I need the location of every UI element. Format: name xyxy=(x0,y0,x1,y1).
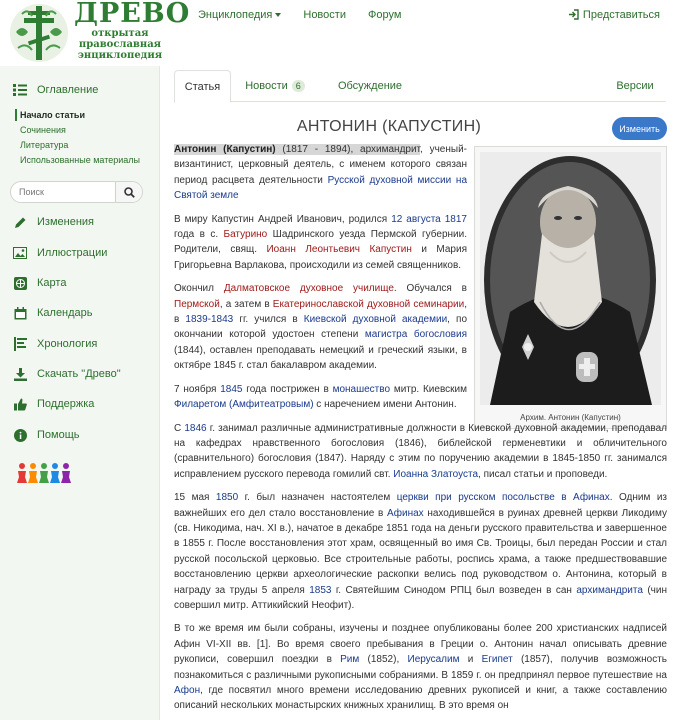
paragraph-5 xyxy=(174,421,667,483)
list-icon xyxy=(12,82,28,98)
text: (1817 - 1894), xyxy=(275,144,361,155)
page-title: АНТОНИН (КАПУСТИН) xyxy=(296,118,482,135)
sidebar-item-chronology-label: Хронология xyxy=(37,338,98,350)
text: г. Святейшим Синодом РПЦ был возведен в сан xyxy=(331,584,577,596)
sidebar-item-contents-label: Оглавление xyxy=(37,84,99,96)
chevron-down-icon xyxy=(275,13,281,17)
link[interactable]: монашество xyxy=(332,383,391,395)
nav-news[interactable]: Новости xyxy=(303,9,346,21)
search-icon xyxy=(124,187,135,198)
text: гг. учился в xyxy=(233,314,304,326)
thumbs-up-icon xyxy=(12,396,28,412)
brand-title: ДРЕВО xyxy=(74,0,191,29)
link[interactable]: 1850 xyxy=(215,492,239,504)
link[interactable]: 1846 xyxy=(184,422,207,434)
sidebar-item-map[interactable] xyxy=(12,275,66,291)
text: с наречением имени Антонин. xyxy=(313,399,457,411)
edit-button[interactable]: Изменить xyxy=(612,117,667,140)
text: . Одним из важнейших его дел стало восстановление в xyxy=(174,492,667,519)
info-icon xyxy=(12,427,28,443)
text: (1844), оставлен преподавать немецкий и греческий языки, в октябре 1845 г. стал бакалавром академии. xyxy=(174,344,467,372)
search-input[interactable] xyxy=(11,182,115,202)
link[interactable]: Рим xyxy=(340,654,360,666)
news-count-badge: 6 xyxy=(292,80,305,92)
text: 7 ноября xyxy=(174,383,221,395)
article-subject: Антонин (Капустин) xyxy=(174,144,276,155)
text: архимандрит xyxy=(360,144,421,155)
link[interactable]: Иерусалим xyxy=(407,654,460,666)
people-logo-icon xyxy=(17,462,75,487)
link[interactable]: архимандрита xyxy=(576,584,643,596)
sidebar-item-calendar[interactable] xyxy=(12,305,93,321)
paragraph-7 xyxy=(174,621,667,713)
active-indicator xyxy=(15,109,17,121)
text: Окончил xyxy=(174,283,224,295)
text: митр. Киевским xyxy=(390,383,467,395)
link[interactable]: церкви при русском посольстве в Афинах xyxy=(396,492,610,504)
link[interactable]: Египет xyxy=(481,654,513,666)
link[interactable]: 1845 xyxy=(220,383,243,395)
link[interactable]: Иоанн Леонтьевич Капустин xyxy=(266,244,412,256)
text: Шадринского уезда Пермской губернии. Родители, свящ. xyxy=(174,229,467,256)
search-box xyxy=(10,181,143,203)
text: , где посвятил много времени исследованию древних рукописей и книг, а также составлению описаний нескольких монастырских книжных хранилищ. В это время он xyxy=(174,685,667,712)
calendar-icon xyxy=(12,305,28,321)
paragraph-6 xyxy=(174,490,667,613)
nav-forum[interactable]: Форум xyxy=(367,9,402,21)
text: (1852), xyxy=(359,654,408,666)
link[interactable]: 1839-1843 xyxy=(185,314,234,326)
download-icon xyxy=(12,366,28,382)
sidebar-item-changes-label: Изменения xyxy=(37,216,94,228)
text: , писал статьи и проповеди. xyxy=(478,468,608,480)
brand-block[interactable] xyxy=(74,0,190,61)
text: В то же время им были собраны, изучены и позднее опубликованы более 200 христианских надписей Афин VI-XII вв. [1]. Во время своего пребывания в Греции о. Антонин начал описывать древние рукописи, совершил поездки в xyxy=(174,623,667,666)
text: 15 мая xyxy=(174,492,216,504)
text: г. был назначен настоятелем xyxy=(238,492,397,504)
sidebar-item-chronology[interactable] xyxy=(12,336,97,352)
sidebar-item-download-label: Скачать "Древо" xyxy=(37,368,121,380)
link[interactable]: Иоанна Златоуста xyxy=(393,468,479,480)
article-body xyxy=(174,142,667,720)
link[interactable]: Афинах xyxy=(386,507,424,519)
pencil-icon xyxy=(12,214,28,230)
image-icon xyxy=(12,245,28,261)
nav-encyclopedia-label: Энциклопедия xyxy=(198,9,273,21)
text: (1857), получив возможность познакомиться с различными рукописными собраниями. В 1859 г. он предпринял первое путешествие на xyxy=(174,654,667,681)
text: находившейся в руинах древней церкви Ликодиму (св. Никодима, нач. XI в.), начатое в декабре 1851 года на деньги русского правительства и завершенное в 1855 г. После восстановления этот храм, освященный во имя Св. Троицы, был передан России и стал русской посольской церковью. Все строительные работы, роспись храма, а также предшествовавшие восстановлению церкви археологические раскопки велись под руководством о. Антонина, который в награду за труды 5 апреля xyxy=(174,507,667,596)
sidebar-item-illustrations-label: Иллюстрации xyxy=(37,247,108,259)
text: и Мария Григорьевна Варлакова, происходили из семей священников. xyxy=(174,244,467,271)
sidebar-item-calendar-label: Календарь xyxy=(37,307,93,319)
text: (чин совершил митр. Аттикийский Неофит). xyxy=(174,584,667,611)
brand-subtitle-1: открытая xyxy=(91,28,149,39)
timeline-icon xyxy=(12,336,28,352)
text: г. занимал различные административные должности в Киевской духовной академии, преподавал на кафедрах нравственного богословия (1846), библейской герменевтики и обличительного (сравнительного) богословия (1847). Наряду с этим по поручению академии в 1845-1850 гг. занимался исправлением русского перевода гомилий свт. xyxy=(174,422,667,480)
sidebar-item-help-label: Помощь xyxy=(37,429,80,441)
paragraph-2 xyxy=(174,212,467,274)
paragraph-4 xyxy=(174,382,467,413)
toc-item-start[interactable]: Начало статьи xyxy=(20,110,85,120)
search-button[interactable] xyxy=(115,182,142,202)
sign-in-icon xyxy=(568,9,579,20)
link[interactable]: Киевской духовной академии xyxy=(303,314,448,326)
link[interactable]: магистра богословия xyxy=(364,329,467,341)
sidebar-item-illustrations[interactable] xyxy=(12,245,107,261)
text: года пострижен в xyxy=(242,383,333,395)
text: , по окончании которой удостоен степени xyxy=(174,314,468,341)
paragraph-1 xyxy=(174,142,467,204)
nav-encyclopedia[interactable] xyxy=(198,9,281,21)
sidebar-item-map-label: Карта xyxy=(37,277,67,289)
tab-discussion[interactable]: Обсуждение xyxy=(337,80,403,92)
sidebar-item-support[interactable] xyxy=(12,396,94,412)
link[interactable]: Афон xyxy=(174,685,201,696)
login-label: Представиться xyxy=(582,9,660,21)
top-nav xyxy=(198,9,423,21)
link[interactable]: 12 августа 1817 xyxy=(391,213,467,225)
link[interactable]: Филаретом (Амфитеатровым) xyxy=(174,399,314,411)
text: и xyxy=(459,654,482,666)
toc-item-works[interactable]: Сочинения xyxy=(20,125,66,135)
top-bar xyxy=(0,0,676,66)
toc-item-literature[interactable]: Литература xyxy=(20,140,69,150)
globe-icon xyxy=(12,275,28,291)
sidebar-item-help[interactable] xyxy=(12,427,80,443)
cross-logo-icon[interactable] xyxy=(8,2,70,64)
text: , ученый-византинист, церковный деятель, с именем которого связан период расцвета деятельности xyxy=(174,144,467,186)
text: . Обучался в xyxy=(393,283,467,295)
link[interactable]: Русской духовной миссии на Святой земле xyxy=(174,174,468,202)
sidebar-item-contents[interactable] xyxy=(12,82,98,98)
portrait-caption: Архим. Антонин (Капустин) xyxy=(520,413,621,422)
brand-subtitle-2: православная xyxy=(78,39,162,50)
sidebar-item-changes[interactable] xyxy=(12,214,94,230)
article-tabs xyxy=(174,70,666,102)
brand-subtitle-3: энциклопедия xyxy=(77,50,163,61)
login-link[interactable] xyxy=(568,9,660,21)
text: С xyxy=(174,422,185,434)
link[interactable]: Батурино xyxy=(223,229,268,241)
text: , а затем в xyxy=(219,298,273,310)
tab-news[interactable] xyxy=(244,70,306,102)
text: В миру Капустин Андрей Иванович, родился xyxy=(174,213,392,225)
tab-versions[interactable]: Версии xyxy=(616,80,654,92)
paragraph-3 xyxy=(174,281,467,373)
tab-news-label: Новости xyxy=(245,80,288,92)
link[interactable]: 1853 xyxy=(309,584,332,596)
tab-article[interactable]: Статья xyxy=(174,70,231,103)
sidebar-item-support-label: Поддержка xyxy=(37,398,95,410)
link[interactable]: Пермской xyxy=(174,298,220,310)
toc-item-materials[interactable]: Использованные материалы xyxy=(20,155,141,165)
link[interactable]: Екатеринославской духовной семинарии xyxy=(272,298,465,310)
sidebar-item-download[interactable] xyxy=(12,366,121,382)
text: года в с. xyxy=(174,229,224,241)
link[interactable]: Далматовское духовное училище xyxy=(223,283,394,295)
text: , в xyxy=(174,298,467,326)
